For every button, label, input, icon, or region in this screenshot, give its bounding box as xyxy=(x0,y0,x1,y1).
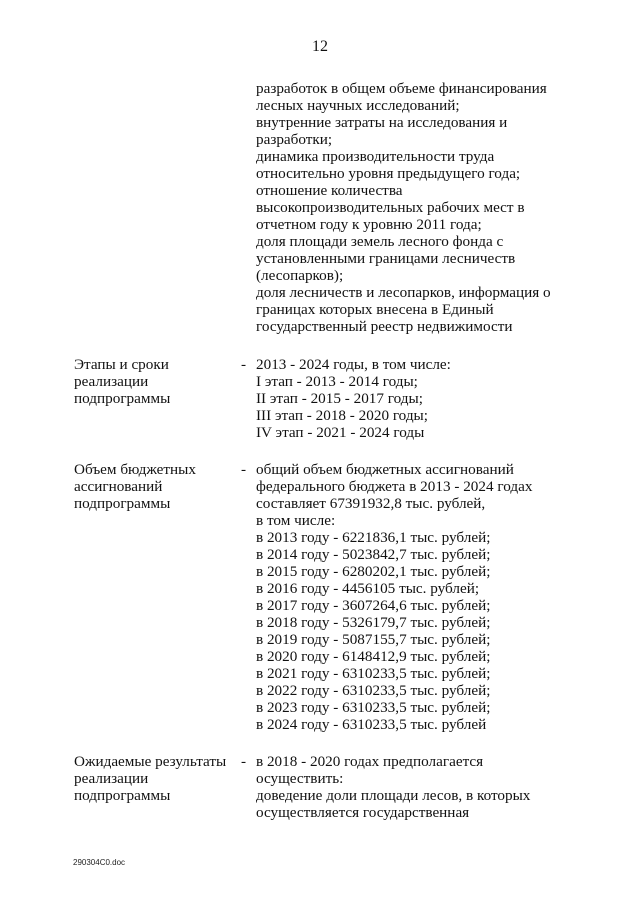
label-line: подпрограммы xyxy=(74,495,171,512)
value-line: в 2020 году - 6148412,9 тыс. рублей; xyxy=(256,648,491,665)
text-line: (лесопарков); xyxy=(256,267,344,284)
value-line: в 2021 году - 6310233,5 тыс. рублей; xyxy=(256,665,491,682)
label-line: Ожидаемые результаты xyxy=(74,753,227,770)
value-line: осуществляется государственная xyxy=(256,804,470,821)
value-line: в 2018 году - 5326179,7 тыс. рублей; xyxy=(256,614,491,631)
label-line: подпрограммы xyxy=(74,787,171,804)
value-line: составляет 67391932,8 тыс. рублей, xyxy=(256,495,486,512)
text-line: государственный реестр недвижимости xyxy=(256,318,513,335)
text-line: отчетном году к уровню 2011 года; xyxy=(256,216,482,233)
value-line: общий объем бюджетных ассигнований xyxy=(256,461,514,478)
label-line: Объем бюджетных xyxy=(74,461,196,478)
section-value-results xyxy=(256,753,530,821)
section-value-stages xyxy=(256,356,451,441)
text-line: отношение количества xyxy=(256,182,403,199)
value-line: федерального бюджета в 2013 - 2024 годах xyxy=(256,478,533,495)
value-line: I этап - 2013 - 2014 годы; xyxy=(256,373,418,390)
text-line: доля площади земель лесного фонда с xyxy=(256,233,504,250)
section-dash-stages: - xyxy=(241,356,247,373)
value-line: IV этап - 2021 - 2024 годы xyxy=(256,424,425,441)
value-line: в 2022 году - 6310233,5 тыс. рублей; xyxy=(256,682,491,699)
value-line: в том числе: xyxy=(256,512,336,529)
section-dash-results: - xyxy=(241,753,247,770)
value-line: доведение доли площади лесов, в которых xyxy=(256,787,531,804)
value-line: в 2014 году - 5023842,7 тыс. рублей; xyxy=(256,546,491,563)
text-line: границах которых внесена в Единый xyxy=(256,301,494,318)
text-line: лесных научных исследований; xyxy=(256,97,460,114)
value-line: II этап - 2015 - 2017 годы; xyxy=(256,390,423,407)
section-dash-budget: - xyxy=(241,461,247,478)
value-line: 2013 - 2024 годы, в том числе: xyxy=(256,356,451,373)
text-line: разработки; xyxy=(256,131,333,148)
text-line: высокопроизводительных рабочих мест в xyxy=(256,199,525,216)
text-line: относительно уровня предыдущего года; xyxy=(256,165,521,182)
value-line: в 2018 - 2020 годах предполагается xyxy=(256,753,484,770)
label-line: реализации xyxy=(74,770,149,787)
section-label-stages xyxy=(74,356,234,407)
section-value-budget xyxy=(256,461,532,733)
label-line: Этапы и сроки xyxy=(74,356,169,373)
section-label-budget xyxy=(74,461,234,512)
value-line: в 2013 году - 6221836,1 тыс. рублей; xyxy=(256,529,491,546)
value-line: III этап - 2018 - 2020 годы; xyxy=(256,407,428,424)
value-line: в 2015 году - 6280202,1 тыс. рублей; xyxy=(256,563,491,580)
section-label-results xyxy=(74,753,234,804)
value-line: в 2016 году - 4456105 тыс. рублей; xyxy=(256,580,480,597)
text-line: установленными границами лесничеств xyxy=(256,250,516,267)
value-line: в 2019 году - 5087155,7 тыс. рублей; xyxy=(256,631,491,648)
continuation-block xyxy=(256,80,551,335)
value-line: в 2023 году - 6310233,5 тыс. рублей; xyxy=(256,699,491,716)
label-line: подпрограммы xyxy=(74,390,171,407)
page-number: 12 xyxy=(312,38,328,55)
text-line: внутренние затраты на исследования и xyxy=(256,114,508,131)
text-line: динамика производительности труда xyxy=(256,148,495,165)
label-line: реализации xyxy=(74,373,149,390)
label-line: ассигнований xyxy=(74,478,163,495)
value-line: в 2024 году - 6310233,5 тыс. рублей xyxy=(256,716,487,733)
text-line: доля лесничеств и лесопарков, информация о xyxy=(256,284,551,301)
text-line: разработок в общем объеме финансирования xyxy=(256,80,547,97)
value-line: в 2017 году - 3607264,6 тыс. рублей; xyxy=(256,597,491,614)
value-line: осуществить: xyxy=(256,770,344,787)
footer-filename: 290304C0.doc xyxy=(73,858,126,867)
